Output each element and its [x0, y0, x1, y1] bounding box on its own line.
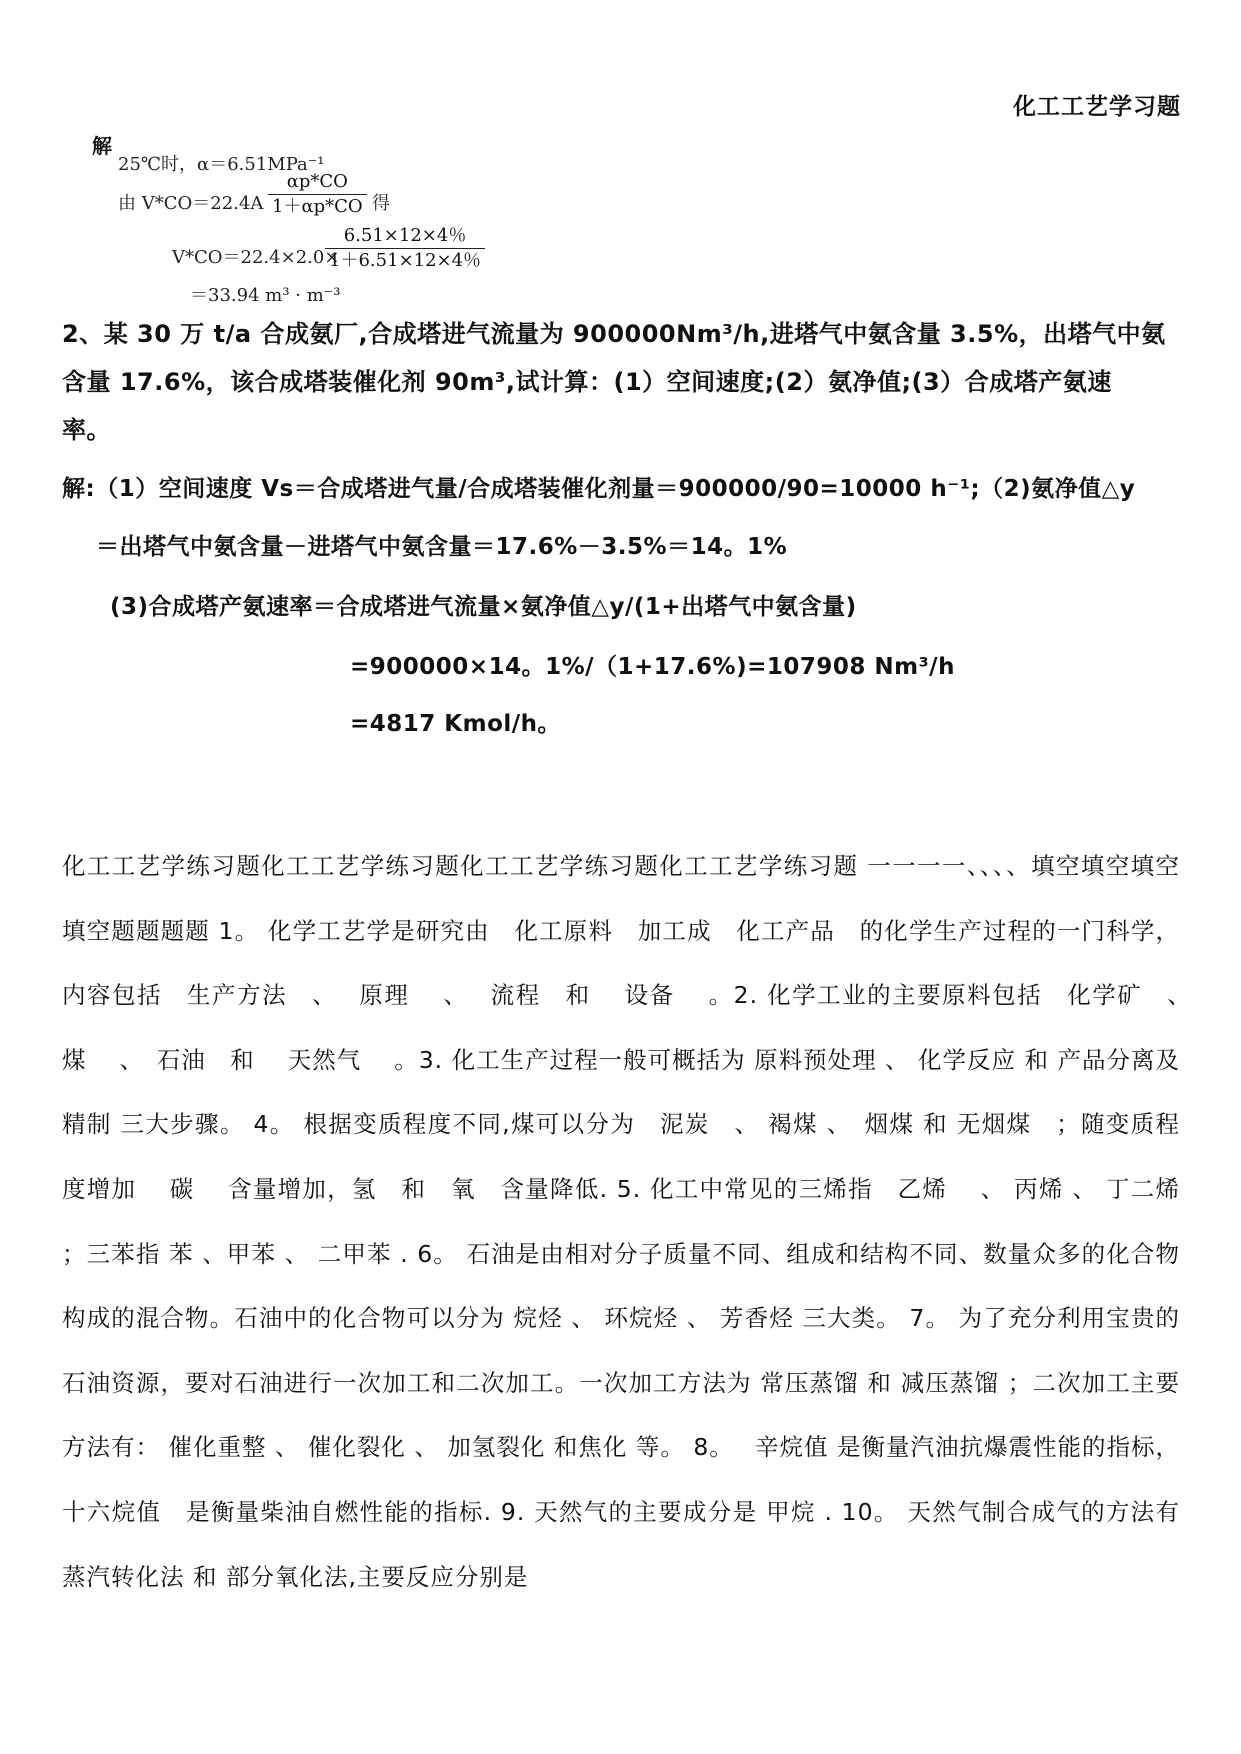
equation-fraction-2: [325, 224, 485, 273]
equation-line-2-prefix: 由 V*CO＝22.4A: [118, 193, 264, 214]
problem2-line-2: 含量 17.6%，该合成塔装催化剂 90m³,试计算：(1）空间速度;(2）氨净值;(3）合成塔产氨速: [62, 368, 1112, 396]
solution-label: 解: [92, 134, 112, 158]
equation-line-4: ＝33.94 m³ · m⁻³: [190, 285, 341, 306]
solution2-line-1: 解:（1）空间速度 Vs＝合成塔进气量/合成塔装催化剂量＝900000/90=10000 h⁻¹;（2)氨净值△y: [62, 476, 1136, 502]
equation-line-2-suffix: 得: [372, 193, 390, 214]
problem2-line-1: 2、某 30 万 t/a 合成氨厂,合成塔进气流量为 900000Nm³/h,进塔气中氨含量 3.5%，出塔气中氨: [62, 320, 1166, 348]
fraction-1-denominator: 1＋αp*CO: [272, 196, 363, 217]
fraction-2-numerator: 6.51×12×4％: [325, 224, 485, 249]
fraction-1-numerator: αp*CO: [268, 170, 367, 195]
equation-fraction-1: [268, 170, 367, 219]
solution2-line-4: =900000×14。1%/（1+17.6%)=107908 Nm³/h: [350, 654, 955, 680]
fraction-2-denominator: 1＋6.51×12×4％: [329, 250, 482, 271]
equation-line-1: 25℃时，α＝6.51MPa⁻¹: [118, 154, 325, 175]
solution2-line-5: =4817 Kmol/h。: [350, 711, 562, 737]
solution2-line-2: ＝出塔气中氨含量－进塔气中氨含量＝17.6%－3.5%＝14。1%: [96, 534, 788, 560]
problem2-line-3: 率。: [62, 416, 111, 444]
solution2-line-3: (3)合成塔产氨速率＝合成塔进气流量×氨净值△y/(1+出塔气中氨含量): [110, 594, 857, 620]
exercise-body-paragraph: 化工工艺学练习题化工工艺学练习题化工工艺学练习题化工工艺学练习题 一一一一、、、、填空填空填空填空题题题题 1。 化学工艺学是研究由 化工原料 加工成 化工产品 的化学生产过程的一门科学，内容包括 生产方法 、 原理 、 流程 和 设备 。2. 化学工业的主要原料包括 化学矿 、 煤 、 石油 和 天然气 。3. 化工生产过程一般可概括为 原料预处理 、 化学反应 和 产品分离及精制 三大步骤。 4。 根据变质程度不同,煤可以分为 泥炭 、 褐煤 、 烟煤 和 无烟煤 ；随变质程度增加 碳 含量增加，氢 和 氧 含量降低. 5. 化工中常见的三烯指 乙烯 、 丙烯 、 丁二烯 ；三苯指 苯 、甲苯 、 二甲苯 . 6。 石油是由相对分子质量不同、组成和结构不同、数量众多的化合物构成的混合物。石油中的化合物可以分为 烷烃 、 环烷烃 、 芳香烃 三大类。 7。 为了充分利用宝贵的石油资源，要对石油进行一次加工和二次加工。一次加工方法为 常压蒸馏 和 减压蒸馏 ；二次加工主要方法有： 催化重整 、 催化裂化 、 加氢裂化 和焦化 等。 8。 辛烷值 是衡量汽油抗爆震性能的指标， 十六烷值 是衡量柴油自燃性能的指标. 9. 天然气的主要成分是 甲烷 . 10。 天然气制合成气的方法有 蒸汽转化法 和 部分氧化法,主要反应分别是: [62, 852, 1213, 1591]
equation-line-3-prefix: V*CO＝22.4×2.0×: [172, 247, 340, 268]
page-header-title: 化工工艺学习题: [1013, 93, 1181, 120]
